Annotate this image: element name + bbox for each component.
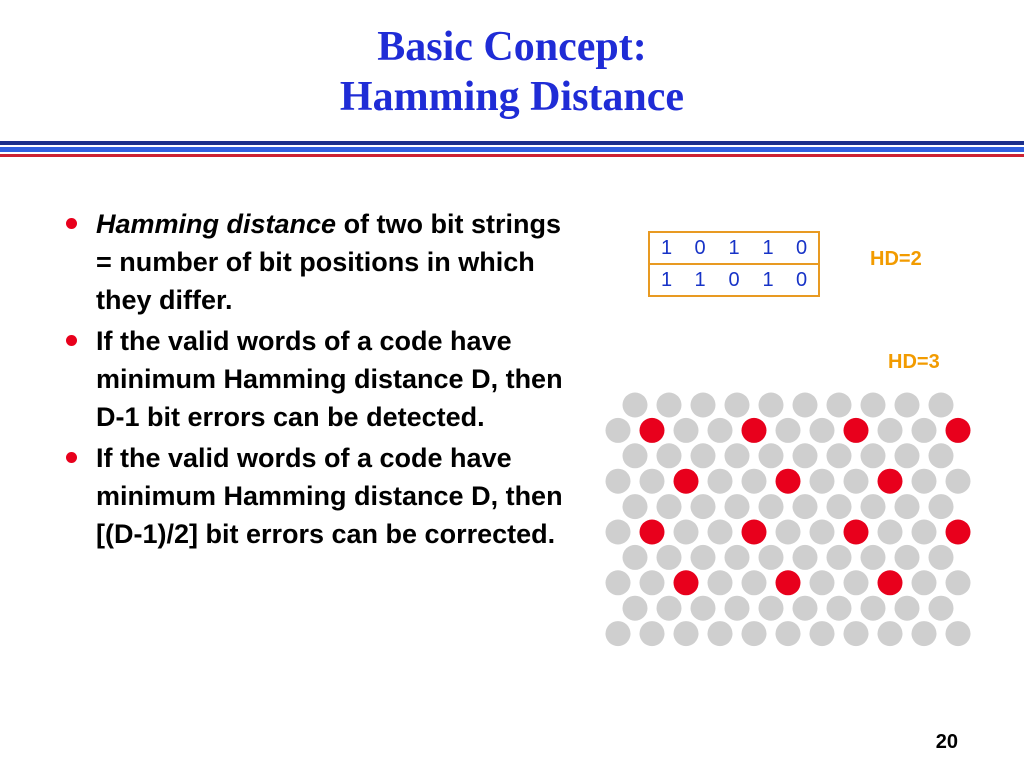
codeword-node: [606, 570, 631, 595]
codeword-node: [946, 621, 971, 646]
codeword-node: [691, 596, 716, 621]
codeword-node-valid: [742, 418, 767, 443]
codeword-node: [657, 494, 682, 519]
codeword-node: [793, 494, 818, 519]
codeword-node: [793, 443, 818, 468]
divider-rule-red: [0, 154, 1024, 157]
codeword-node: [623, 393, 648, 418]
codeword-node: [623, 596, 648, 621]
codeword-node: [827, 596, 852, 621]
bullet-emphasis: Hamming distance: [96, 209, 337, 239]
bullet-list: [66, 205, 566, 556]
codeword-node: [929, 494, 954, 519]
codeword-node: [793, 596, 818, 621]
lattice-label: HD=3: [888, 351, 940, 373]
codeword-node: [640, 469, 665, 494]
bit-cell: 0: [795, 236, 808, 259]
bit-cell: 1: [649, 264, 683, 296]
codeword-node: [708, 469, 733, 494]
codeword-node-valid: [776, 570, 801, 595]
codeword-node-valid: [946, 520, 971, 545]
bullet-item: [66, 322, 566, 436]
codeword-node: [657, 596, 682, 621]
codeword-node: [606, 418, 631, 443]
codeword-node: [759, 545, 784, 570]
codeword-node: [929, 443, 954, 468]
codeword-node: [895, 494, 920, 519]
codeword-node: [827, 393, 852, 418]
hd-example-label: HD=2: [870, 248, 922, 270]
codeword-node: [606, 469, 631, 494]
codeword-node: [623, 545, 648, 570]
codeword-node: [861, 393, 886, 418]
codeword-node: [691, 494, 716, 519]
codeword-node: [776, 418, 801, 443]
codeword-node-valid: [844, 418, 869, 443]
codeword-node: [674, 418, 699, 443]
bit-cell: 1: [762, 236, 774, 259]
page-number: 20: [935, 731, 958, 753]
bullet-item: [66, 205, 566, 319]
bullet-item: [66, 439, 566, 553]
bit-string-row: [649, 232, 819, 264]
codeword-node: [878, 418, 903, 443]
codeword-node: [844, 469, 869, 494]
codeword-node: [827, 545, 852, 570]
divider-rule-blue: [0, 147, 1024, 152]
codeword-node: [912, 469, 937, 494]
codeword-node: [691, 393, 716, 418]
codeword-node: [623, 443, 648, 468]
bullet-dot-icon: [66, 335, 77, 346]
codeword-node: [725, 443, 750, 468]
codeword-node: [929, 596, 954, 621]
bit-cell: 1: [728, 236, 740, 259]
codeword-node: [606, 520, 631, 545]
codeword-node-valid: [674, 469, 699, 494]
codeword-node: [623, 494, 648, 519]
codeword-node: [759, 393, 784, 418]
codeword-node-valid: [640, 418, 665, 443]
codeword-node: [827, 494, 852, 519]
codeword-node: [640, 621, 665, 646]
codeword-node: [674, 520, 699, 545]
codeword-node-valid: [878, 469, 903, 494]
bit-cell: 1: [751, 264, 785, 296]
codeword-node: [657, 393, 682, 418]
codeword-node: [861, 596, 886, 621]
codeword-node: [878, 621, 903, 646]
bit-cell: 0: [717, 264, 751, 296]
codeword-node: [861, 443, 886, 468]
codeword-node: [742, 570, 767, 595]
bullet-dot-icon: [66, 218, 77, 229]
codeword-node: [929, 545, 954, 570]
codeword-node: [810, 570, 835, 595]
codeword-node: [895, 596, 920, 621]
codeword-node: [878, 520, 903, 545]
codeword-node: [640, 570, 665, 595]
codeword-node: [725, 393, 750, 418]
codeword-node: [895, 545, 920, 570]
codeword-node-valid: [878, 570, 903, 595]
bullet-text: If the valid words of a code have minimum Hamming distance D, then D-1 bit errors can be detected.: [96, 326, 563, 432]
codeword-node: [742, 621, 767, 646]
codeword-node: [912, 520, 937, 545]
codeword-node-valid: [946, 418, 971, 443]
codeword-node-valid: [742, 520, 767, 545]
codeword-node: [606, 621, 631, 646]
codeword-node: [912, 621, 937, 646]
slide-title-line-1: Basic Concept:: [377, 24, 647, 70]
codeword-node-valid: [640, 520, 665, 545]
codeword-node: [844, 570, 869, 595]
codeword-node: [810, 520, 835, 545]
codeword-node: [776, 621, 801, 646]
bit-cell: 1: [683, 264, 717, 296]
codeword-node: [895, 443, 920, 468]
codeword-node: [895, 393, 920, 418]
codeword-node: [912, 418, 937, 443]
codeword-node: [912, 570, 937, 595]
slide-title: [0, 22, 1024, 122]
codeword-node: [946, 469, 971, 494]
codeword-node: [742, 469, 767, 494]
codeword-node: [708, 570, 733, 595]
codeword-node: [691, 545, 716, 570]
bit-string-row: [649, 264, 819, 296]
codeword-node: [759, 443, 784, 468]
codeword-node: [810, 621, 835, 646]
codeword-node: [759, 596, 784, 621]
codeword-node: [844, 621, 869, 646]
bit-cell: 0: [694, 236, 706, 259]
codeword-node: [725, 545, 750, 570]
codeword-node: [827, 443, 852, 468]
codeword-node: [793, 545, 818, 570]
codeword-node-valid: [844, 520, 869, 545]
bit-cell: 1: [660, 236, 673, 259]
codeword-node: [793, 393, 818, 418]
codeword-node: [810, 469, 835, 494]
slide-title-line-2: Hamming Distance: [339, 74, 685, 120]
codeword-node: [657, 443, 682, 468]
codeword-node: [861, 494, 886, 519]
codeword-node: [810, 418, 835, 443]
codeword-node: [929, 393, 954, 418]
codeword-node: [674, 621, 699, 646]
codeword-node: [657, 545, 682, 570]
codeword-node: [725, 494, 750, 519]
codeword-node: [946, 570, 971, 595]
bullet-text: of two bit strings = number of bit positions in which they differ.: [96, 209, 562, 315]
codeword-node: [776, 520, 801, 545]
bullet-dot-icon: [66, 452, 77, 463]
codeword-node: [725, 596, 750, 621]
codeword-node: [861, 545, 886, 570]
codeword-node: [759, 494, 784, 519]
codeword-node: [708, 621, 733, 646]
codeword-node: [691, 443, 716, 468]
bullet-text: If the valid words of a code have minimum Hamming distance D, then [(D-1)/2] bit errors can be corrected.: [96, 443, 563, 549]
bit-string-table: [648, 231, 820, 297]
codeword-node-valid: [674, 570, 699, 595]
codeword-node: [708, 418, 733, 443]
codeword-node: [708, 520, 733, 545]
bit-cell: 0: [785, 264, 819, 296]
divider-rule-dark-blue: [0, 141, 1024, 145]
codeword-node-valid: [776, 469, 801, 494]
